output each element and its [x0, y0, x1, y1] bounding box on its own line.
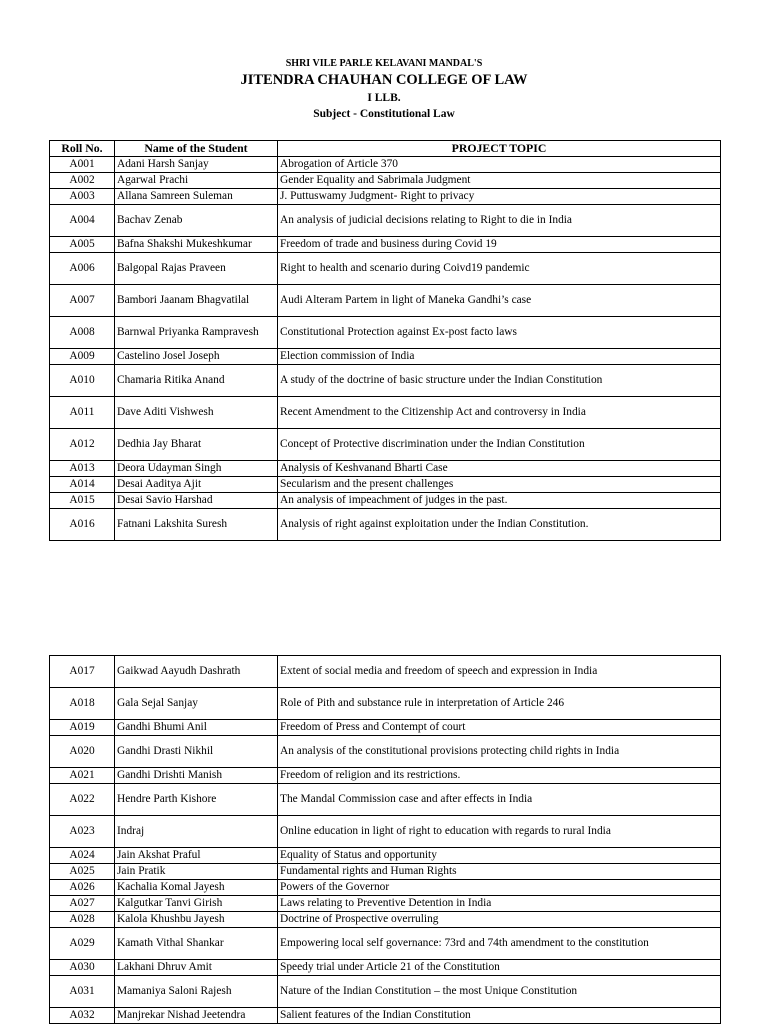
- project-topic-cell: Extent of social media and freedom of speech and expression in India: [278, 656, 721, 688]
- student-name-cell: Castelino Josel Joseph: [115, 349, 278, 365]
- student-name-cell: Lakhani Dhruv Amit: [115, 960, 278, 976]
- student-name-cell: Adani Harsh Sanjay: [115, 157, 278, 173]
- roll-cell: A029: [50, 928, 115, 960]
- table-row: [50, 896, 721, 912]
- project-topic-cell: Analysis of right against exploitation under the Indian Constitution.: [278, 509, 721, 541]
- student-name-cell: Mamaniya Saloni Rajesh: [115, 976, 278, 1008]
- project-topic-cell: Audi Alteram Partem in light of Maneka Gandhi’s case: [278, 285, 721, 317]
- subject-line: Subject - Constitutional Law: [313, 108, 455, 120]
- roll-cell: A001: [50, 157, 115, 173]
- project-topic-cell: Freedom of trade and business during Covid 19: [278, 237, 721, 253]
- table-row: [50, 237, 721, 253]
- student-name-cell: Desai Savio Harshad: [115, 493, 278, 509]
- student-name-cell: Dave Aditi Vishwesh: [115, 397, 278, 429]
- student-name-cell: Manjrekar Nishad Jeetendra: [115, 1008, 278, 1024]
- project-table-1: [49, 140, 721, 541]
- roll-cell: A031: [50, 976, 115, 1008]
- student-name-cell: Kalgutkar Tanvi Girish: [115, 896, 278, 912]
- project-topic-cell: J. Puttuswamy Judgment- Right to privacy: [278, 189, 721, 205]
- table-row: [50, 397, 721, 429]
- table-row: [50, 317, 721, 349]
- roll-cell: A008: [50, 317, 115, 349]
- student-name-cell: Bambori Jaanam Bhagvatilal: [115, 285, 278, 317]
- project-topic-cell: Constitutional Protection against Ex-post facto laws: [278, 317, 721, 349]
- project-topic-cell: Powers of the Governor: [278, 880, 721, 896]
- table-row: [50, 880, 721, 896]
- column-header-roll: Roll No.: [50, 141, 115, 157]
- student-name-cell: Allana Samreen Suleman: [115, 189, 278, 205]
- project-topic-cell: Gender Equality and Sabrimala Judgment: [278, 173, 721, 189]
- student-name-cell: Gandhi Drasti Nikhil: [115, 736, 278, 768]
- table-row: [50, 720, 721, 736]
- project-topic-cell: Role of Pith and substance rule in interpretation of Article 246: [278, 688, 721, 720]
- project-topic-cell: Salient features of the Indian Constitution: [278, 1008, 721, 1024]
- roll-cell: A022: [50, 784, 115, 816]
- student-name-cell: Agarwal Prachi: [115, 173, 278, 189]
- table-row: [50, 656, 721, 688]
- roll-cell: A002: [50, 173, 115, 189]
- table-row: [50, 349, 721, 365]
- student-name-cell: Balgopal Rajas Praveen: [115, 253, 278, 285]
- project-topic-cell: Secularism and the present challenges: [278, 477, 721, 493]
- roll-cell: A020: [50, 736, 115, 768]
- project-topic-cell: Recent Amendment to the Citizenship Act and controversy in India: [278, 397, 721, 429]
- student-name-cell: Gaikwad Aayudh Dashrath: [115, 656, 278, 688]
- table-row: [50, 477, 721, 493]
- student-name-cell: Jain Pratik: [115, 864, 278, 880]
- table-row: [50, 365, 721, 397]
- student-name-cell: Bafna Shakshi Mukeshkumar: [115, 237, 278, 253]
- project-topic-cell: A study of the doctrine of basic structure under the Indian Constitution: [278, 365, 721, 397]
- student-name-cell: Dedhia Jay Bharat: [115, 429, 278, 461]
- table-row: [50, 461, 721, 477]
- roll-cell: A005: [50, 237, 115, 253]
- table-row: [50, 784, 721, 816]
- student-name-cell: Gala Sejal Sanjay: [115, 688, 278, 720]
- table-row: [50, 960, 721, 976]
- roll-cell: A030: [50, 960, 115, 976]
- student-name-cell: Bachav Zenab: [115, 205, 278, 237]
- roll-cell: A004: [50, 205, 115, 237]
- project-topic-cell: Doctrine of Prospective overruling: [278, 912, 721, 928]
- roll-cell: A016: [50, 509, 115, 541]
- roll-cell: A007: [50, 285, 115, 317]
- roll-cell: A006: [50, 253, 115, 285]
- table-row: [50, 285, 721, 317]
- table-row: [50, 736, 721, 768]
- college-name: JITENDRA CHAUHAN COLLEGE OF LAW: [240, 72, 528, 88]
- table-row: [50, 864, 721, 880]
- student-name-cell: Chamaria Ritika Anand: [115, 365, 278, 397]
- project-topic-cell: An analysis of judicial decisions relating to Right to die in India: [278, 205, 721, 237]
- table-row: [50, 688, 721, 720]
- project-topic-cell: Election commission of India: [278, 349, 721, 365]
- table-row: [50, 816, 721, 848]
- roll-cell: A023: [50, 816, 115, 848]
- project-topic-cell: Laws relating to Preventive Detention in India: [278, 896, 721, 912]
- roll-cell: A021: [50, 768, 115, 784]
- project-topic-cell: Freedom of religion and its restrictions.: [278, 768, 721, 784]
- table-row: [50, 493, 721, 509]
- table-row: [50, 253, 721, 285]
- table-row: [50, 912, 721, 928]
- roll-cell: A011: [50, 397, 115, 429]
- project-topic-cell: Empowering local self governance: 73rd and 74th amendment to the constitution: [278, 928, 721, 960]
- table-row: [50, 189, 721, 205]
- project-topic-cell: The Mandal Commission case and after effects in India: [278, 784, 721, 816]
- student-name-cell: Fatnani Lakshita Suresh: [115, 509, 278, 541]
- roll-cell: A003: [50, 189, 115, 205]
- student-name-cell: Barnwal Priyanka Rampravesh: [115, 317, 278, 349]
- student-name-cell: Kalola Khushbu Jayesh: [115, 912, 278, 928]
- table-row: [50, 173, 721, 189]
- class-name: I LLB.: [367, 92, 401, 104]
- roll-cell: A013: [50, 461, 115, 477]
- project-topic-cell: Abrogation of Article 370: [278, 157, 721, 173]
- project-topic-cell: An analysis of impeachment of judges in the past.: [278, 493, 721, 509]
- roll-cell: A019: [50, 720, 115, 736]
- roll-cell: A026: [50, 880, 115, 896]
- project-topic-cell: Analysis of Keshvanand Bharti Case: [278, 461, 721, 477]
- table-row: [50, 205, 721, 237]
- student-name-cell: Indraj: [115, 816, 278, 848]
- roll-cell: A032: [50, 1008, 115, 1024]
- table-row: [50, 928, 721, 960]
- roll-cell: A025: [50, 864, 115, 880]
- project-topic-cell: Speedy trial under Article 21 of the Constitution: [278, 960, 721, 976]
- student-name-cell: Hendre Parth Kishore: [115, 784, 278, 816]
- table-row: [50, 976, 721, 1008]
- roll-cell: A028: [50, 912, 115, 928]
- roll-cell: A012: [50, 429, 115, 461]
- student-name-cell: Gandhi Drishti Manish: [115, 768, 278, 784]
- project-topic-cell: Concept of Protective discrimination under the Indian Constitution: [278, 429, 721, 461]
- table-row: [50, 429, 721, 461]
- project-topic-cell: Fundamental rights and Human Rights: [278, 864, 721, 880]
- roll-cell: A010: [50, 365, 115, 397]
- roll-cell: A014: [50, 477, 115, 493]
- table-row: [50, 1008, 721, 1024]
- organization-name: SHRI VILE PARLE KELAVANI MANDAL'S: [285, 58, 483, 69]
- roll-cell: A027: [50, 896, 115, 912]
- project-table-2: [49, 655, 721, 1024]
- roll-cell: A015: [50, 493, 115, 509]
- table-row: [50, 509, 721, 541]
- roll-cell: A009: [50, 349, 115, 365]
- student-name-cell: Desai Aaditya Ajit: [115, 477, 278, 493]
- project-topic-cell: Freedom of Press and Contempt of court: [278, 720, 721, 736]
- project-topic-cell: Equality of Status and opportunity: [278, 848, 721, 864]
- project-topic-cell: An analysis of the constitutional provisions protecting child rights in India: [278, 736, 721, 768]
- student-name-cell: Jain Akshat Praful: [115, 848, 278, 864]
- student-name-cell: Deora Udayman Singh: [115, 461, 278, 477]
- table-row: [50, 848, 721, 864]
- student-name-cell: Gandhi Bhumi Anil: [115, 720, 278, 736]
- student-name-cell: Kachalia Komal Jayesh: [115, 880, 278, 896]
- table-row: [50, 157, 721, 173]
- table-header-row: [50, 141, 721, 157]
- project-topic-cell: Right to health and scenario during Coivd19 pandemic: [278, 253, 721, 285]
- column-header-name: Name of the Student: [115, 141, 278, 157]
- roll-cell: A024: [50, 848, 115, 864]
- student-name-cell: Kamath Vithal Shankar: [115, 928, 278, 960]
- project-topic-cell: Nature of the Indian Constitution – the most Unique Constitution: [278, 976, 721, 1008]
- roll-cell: A018: [50, 688, 115, 720]
- column-header-topic: PROJECT TOPIC: [278, 141, 721, 157]
- table-row: [50, 768, 721, 784]
- roll-cell: A017: [50, 656, 115, 688]
- project-topic-cell: Online education in light of right to education with regards to rural India: [278, 816, 721, 848]
